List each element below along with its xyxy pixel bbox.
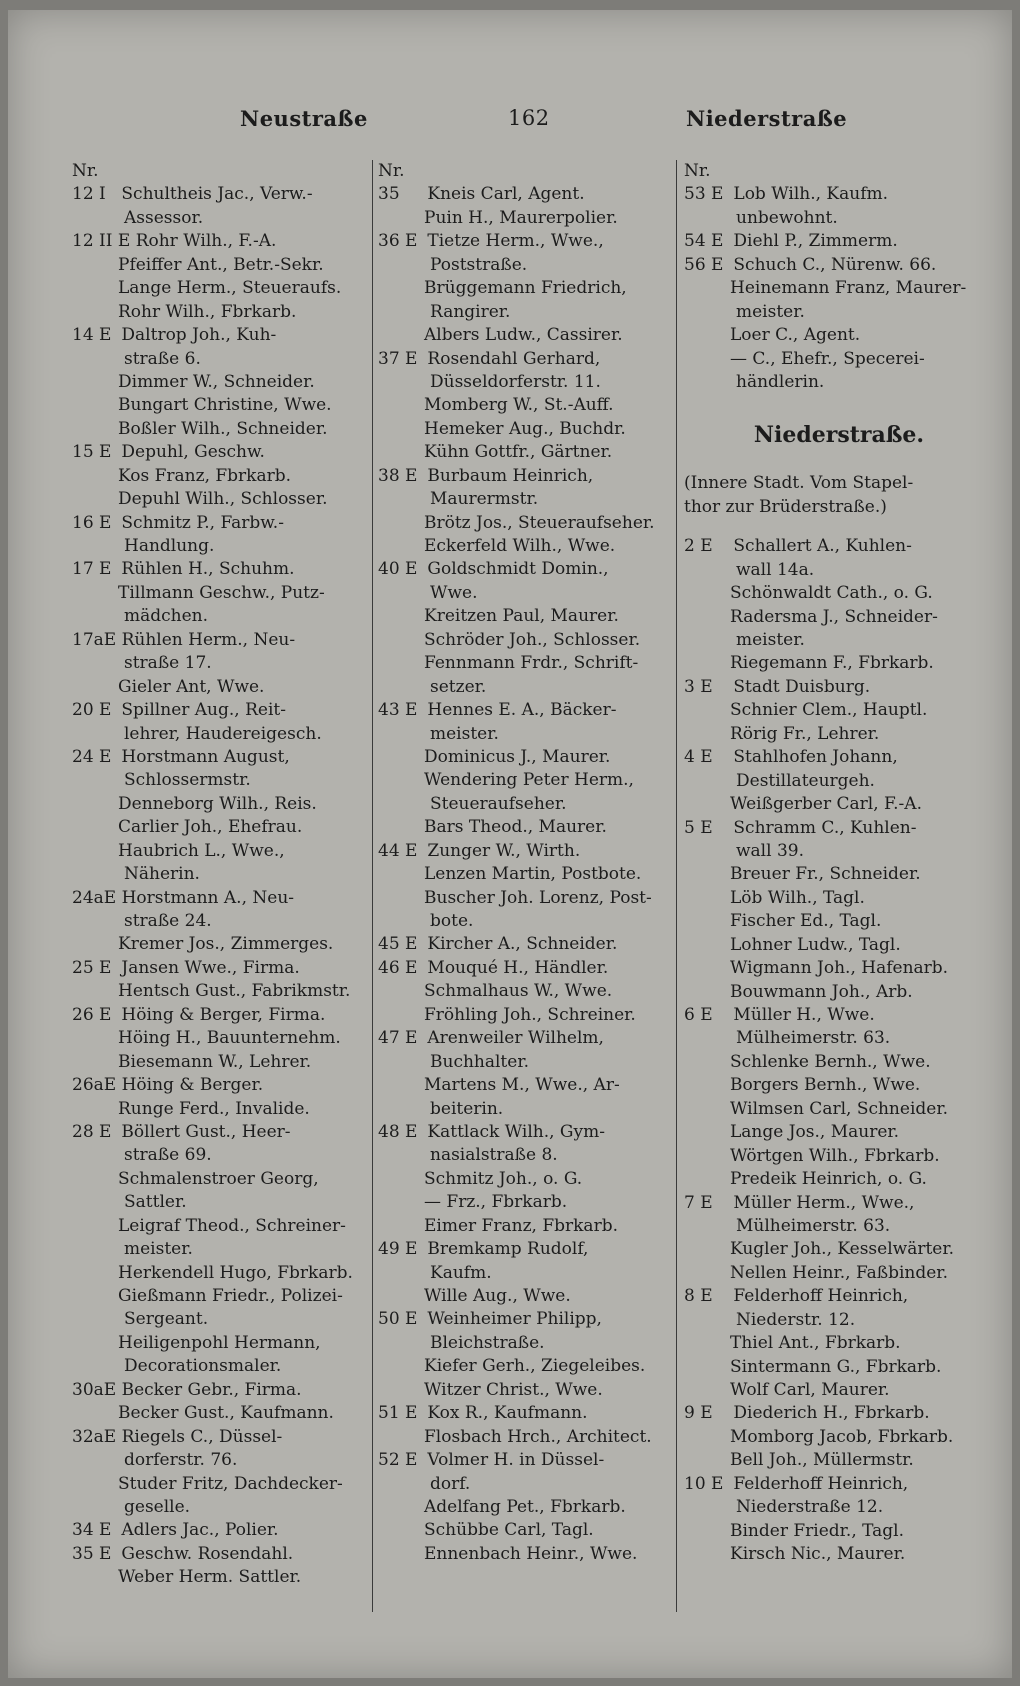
house-entry [72,558,372,581]
section-heading: Niederstraße. [753,422,925,449]
resident-text: Kattlack Wilh., Gym- [427,1121,605,1142]
resident-text: Stadt Duisburg. [733,676,871,697]
entry-continuation: meister. [736,630,805,650]
resident-text: Böllert Gust., Heer- [121,1121,291,1142]
house-number: 49 E [378,1239,418,1260]
resident-entry: Pfeiffer Ant., Betr.-Sekr. [118,254,324,275]
house-number: 8 E [684,1286,713,1307]
house-number: 56 E [684,254,724,275]
resident-text: Kox R., Kaufmann. [427,1403,588,1424]
house-number: 30aE [72,1379,117,1400]
house-number: 12 I [72,184,106,205]
house-number: 36 E [378,231,418,252]
resident-entry: Boßler Wilh., Schneider. [118,418,328,439]
resident-text: Schmitz P., Farbw.- [121,512,284,533]
resident-entry: Schönwaldt Cath., o. G. [730,583,933,604]
entry-continuation: Handlung. [124,536,215,556]
resident-entry: Albers Ludw., Cassirer. [424,325,623,346]
resident-entry: Schröder Joh., Schlosser. [424,629,641,650]
resident-text: Felderhoff Heinrich, [733,1286,909,1307]
house-number: 54 E [684,231,724,252]
house-number: 24aE [72,887,117,908]
house-number: 16 E [72,512,112,533]
resident-text: Diehl P., Zimmerm. [733,231,898,252]
house-number: 14 E [72,325,112,346]
resident-entry: Brüggemann Friedrich, [424,278,627,299]
resident-entry: Schmalenstroer Georg, [118,1168,319,1189]
resident-text: Felderhoff Heinrich, [733,1473,909,1494]
resident-entry: Momberg W., St.-Auff. [424,395,614,416]
resident-text: Höing & Berger, Firma. [121,1004,326,1025]
entry-continuation: Niederstraße 12. [736,1497,884,1518]
resident-entry: — Frz., Fbrkarb. [424,1192,568,1213]
running-head-left: Neustraße [240,106,368,131]
entry-continuation: straße 6. [124,348,201,369]
resident-entry: Brötz Jos., Steueraufseher. [424,512,655,533]
house-entry [684,1192,994,1215]
resident-entry: Wendering Peter Herm., [424,770,634,791]
resident-entry: Tillmann Geschw., Putz- [118,582,325,603]
resident-text: Zunger W., Wirth. [427,840,581,861]
house-number: 45 E [378,934,418,955]
resident-entry: Predeik Heinrich, o. G. [730,1169,927,1190]
resident-text: Spillner Aug., Reit- [121,700,286,721]
house-entry [378,183,678,206]
resident-text: Burbaum Heinrich, [427,465,594,486]
house-number: 3 E [684,676,713,697]
house-entry [72,1121,372,1144]
entry-continuation: Bleichstraße. [430,1332,545,1353]
resident-entry: Fröhling Joh., Schreiner. [424,1004,636,1025]
entry-continuation: Buchhalter. [430,1051,529,1072]
house-entry [378,348,678,371]
resident-text: Becker Gebr., Firma. [121,1379,302,1400]
entry-continuation: straße 24. [124,911,212,931]
resident-text: Riegels C., Düssel- [121,1426,283,1447]
resident-entry: Thiel Ant., Fbrkarb. [730,1333,901,1354]
resident-text: Geschw. Rosendahl. [121,1543,294,1564]
entry-continuation: Düsseldorferstr. 11. [430,371,601,392]
entry-continuation: Niederstr. 12. [736,1309,856,1330]
resident-text: Horstmann A., Neu- [121,887,295,908]
resident-text: Rühlen Herm., Neu- [121,629,296,650]
house-entry [72,957,372,980]
house-entry [684,1004,994,1027]
resident-entry: Kugler Joh., Kesselwärter. [730,1239,955,1260]
entry-continuation: lehrer, Haudereigesch. [124,723,322,744]
resident-entry: Sintermann G., Fbrkarb. [730,1356,942,1377]
resident-entry: Momborg Jacob, Fbrkarb. [730,1426,954,1447]
resident-entry: Denneborg Wilh., Reis. [118,793,317,814]
house-number: 26aE [72,1075,117,1096]
entry-continuation: Sergeant. [124,1309,209,1330]
column-divider [372,160,373,1612]
entry-continuation: Assessor. [124,207,204,228]
house-entry [684,1402,994,1425]
resident-entry: Carlier Joh., Ehefrau. [118,817,303,838]
entry-continuation: straße 69. [124,1145,212,1166]
entry-continuation: Rangirer. [430,301,511,322]
resident-entry: Fischer Ed., Tagl. [730,911,882,932]
entry-continuation: Mülheimerstr. 63. [736,1028,891,1049]
column-label: Nr. [378,161,405,181]
house-entry [378,957,678,980]
resident-text: Bremkamp Rudolf, [427,1239,589,1260]
resident-entry: Lange Jos., Maurer. [730,1122,900,1143]
entry-continuation: beiterin. [430,1098,504,1119]
entry-continuation: Maurermstr. [430,489,539,510]
column-1 [72,160,372,1590]
house-entry [378,840,678,863]
resident-entry: Lange Herm., Steueraufs. [118,278,342,299]
house-number: 52 E [378,1450,418,1471]
house-number: 35 E [72,1543,112,1564]
resident-entry: Witzer Christ., Wwe. [424,1379,603,1400]
resident-text: Müller Herm., Wwe., [733,1192,915,1213]
resident-entry: Schlenke Bernh., Wwe. [730,1051,931,1072]
entry-continuation: setzer. [430,676,487,697]
house-entry [72,1074,372,1097]
resident-text: Rosendahl Gerhard, [427,348,601,369]
house-number: 15 E [72,442,112,463]
resident-entry: Leigraf Theod., Schreiner- [118,1215,346,1236]
resident-text: Schuch C., Nürenw. 66. [733,254,937,275]
resident-entry: Weißgerber Carl, F.-A. [730,794,922,815]
resident-text: Goldschmidt Domin., [427,559,609,580]
resident-entry: Schübbe Carl, Tagl. [424,1520,594,1541]
house-number: 17 E [72,559,112,580]
house-entry [72,1426,372,1449]
house-entry [72,887,372,910]
resident-text: Weinheimer Philipp, [427,1309,602,1330]
resident-entry: Wörtgen Wilh., Fbrkarb. [730,1145,940,1166]
entry-continuation: unbewohnt. [736,207,838,228]
resident-entry: Kirsch Nic., Maurer. [730,1544,906,1565]
resident-entry: Becker Gust., Kaufmann. [118,1403,334,1424]
section-note: (Innere Stadt. Vom Stapel- [684,473,914,494]
house-entry [72,699,372,722]
house-number: 6 E [684,1005,713,1025]
resident-entry: Herkendell Hugo, Fbrkarb. [118,1262,353,1283]
resident-text: Adlers Jac., Polier. [121,1520,279,1541]
resident-entry: Schmalhaus W., Wwe. [424,981,613,1002]
resident-text: Diederich H., Fbrkarb. [733,1403,930,1424]
resident-entry: Ennenbach Heinr., Wwe. [424,1543,638,1564]
resident-entry: Lohner Ludw., Tagl. [730,934,901,955]
entry-continuation: mädchen. [124,606,209,627]
resident-entry: Löb Wilh., Tagl. [730,887,865,908]
resident-entry: Puin H., Maurerpolier. [424,207,618,228]
resident-entry: Loer C., Agent. [730,325,861,346]
resident-entry: Weber Herm. Sattler. [118,1567,302,1588]
house-entry [72,629,372,652]
house-entry [684,535,994,558]
resident-entry: Riegemann F., Fbrkarb. [730,653,934,674]
entry-continuation: straße 17. [124,653,212,674]
house-number: 2 E [684,536,713,557]
resident-text: Rühlen H., Schuhm. [121,559,295,580]
house-number: 26 E [72,1004,112,1025]
resident-entry: Schmitz Joh., o. G. [424,1168,583,1189]
resident-text: Höing & Berger. [121,1075,264,1096]
resident-entry: Biesemann W., Lehrer. [118,1051,312,1072]
entry-continuation: Schlossermstr. [124,770,251,791]
house-entry [72,1379,372,1402]
house-entry [378,558,678,581]
house-entry [684,254,994,277]
resident-entry: Martens M., Wwe., Ar- [424,1075,620,1096]
house-number: 32aE [72,1426,117,1447]
resident-entry: Runge Ferd., Invalide. [118,1098,310,1119]
house-number: 7 E [684,1192,713,1213]
resident-entry: Bars Theod., Maurer. [424,817,607,838]
resident-entry: Eckerfeld Wilh., Wwe. [424,536,616,556]
house-entry [72,746,372,769]
house-number: 48 E [378,1121,418,1142]
entry-continuation: meister. [430,723,499,744]
house-entry [72,1519,372,1542]
house-entry [72,1543,372,1566]
resident-entry: Radersma J., Schneider- [730,606,938,627]
entry-continuation: dorf. [430,1473,471,1494]
resident-entry: Binder Friedr., Tagl. [730,1520,905,1541]
resident-text: Daltrop Joh., Kuh- [121,325,277,346]
resident-entry: Fennmann Frdr., Schrift- [424,653,639,674]
resident-text: Tietze Herm., Wwe., [427,231,604,252]
entry-continuation: nasialstraße 8. [430,1145,558,1166]
house-number: 17aE [72,629,117,650]
resident-entry: Hemeker Aug., Buchdr. [424,418,626,439]
resident-entry: Dimmer W., Schneider. [118,371,315,392]
house-entry [378,465,678,488]
resident-entry: Heinemann Franz, Maurer- [730,278,967,299]
resident-entry: Wilmsen Carl, Schneider. [730,1098,948,1119]
entry-continuation: Steueraufseher. [430,793,567,814]
resident-entry: Wille Aug., Wwe. [424,1286,571,1306]
resident-text: Lob Wilh., Kaufm. [733,184,889,205]
entry-continuation: händlerin. [736,371,825,392]
house-number: 35 [378,184,400,205]
house-number: 28 E [72,1121,112,1142]
resident-entry: Flosbach Hrch., Architect. [424,1426,652,1447]
resident-entry: Adelfang Pet., Fbrkarb. [424,1496,626,1517]
resident-entry: Kühn Gottfr., Gärtner. [424,442,613,463]
resident-entry: Wolf Carl, Maurer. [730,1380,890,1400]
house-number: 25 E [72,957,112,978]
resident-entry: Kos Franz, Fbrkarb. [118,465,292,486]
house-number: 53 E [684,184,724,205]
resident-text: Depuhl, Geschw. [121,442,265,463]
entry-continuation: Sattler. [124,1192,187,1213]
house-entry [72,1004,372,1027]
resident-entry: Bouwmann Joh., Arb. [730,981,913,1002]
house-entry [72,183,372,206]
house-number: 12 II E [72,231,131,252]
house-entry [684,1285,994,1308]
house-entry [72,512,372,535]
house-number: 44 E [378,840,418,861]
house-entry [684,817,994,840]
house-entry [378,1402,678,1425]
resident-text: Volmer H. in Düssel- [427,1450,605,1471]
section-note: thor zur Brüderstraße.) [684,496,887,517]
house-number: 50 E [378,1309,418,1330]
house-number: 20 E [72,700,112,721]
resident-entry: Rohr Wilh., Fbrkarb. [118,301,297,322]
resident-entry: Depuhl Wilh., Schlosser. [118,489,328,510]
house-entry [684,183,994,206]
house-entry [684,676,994,699]
resident-entry: Gieler Ant, Wwe. [118,676,265,697]
resident-text: Jansen Wwe., Firma. [121,957,300,978]
house-entry [378,1121,678,1144]
resident-text: Schultheis Jac., Verw.- [121,184,313,205]
resident-entry: Kreitzen Paul, Maurer. [424,606,619,627]
resident-entry: — C., Ehefr., Specerei- [730,348,925,369]
resident-text: Kircher A., Schneider. [427,934,618,955]
column-label: Nr. [72,161,99,181]
column-3 [684,160,994,1567]
house-entry [378,1027,678,1050]
house-number: 40 E [378,559,418,580]
resident-entry: Bungart Christine, Wwe. [118,395,332,416]
entry-continuation: wall 39. [736,840,804,861]
entry-continuation: wall 14a. [736,559,815,580]
resident-entry: Borgers Bernh., Wwe. [730,1075,921,1096]
resident-text: Arenweiler Wilhelm, [427,1028,604,1049]
column-label: Nr. [684,161,711,181]
resident-entry: Dominicus J., Maurer. [424,746,611,767]
resident-text: Schallert A., Kuhlen- [733,536,912,557]
resident-entry: Höing H., Bauunternehm. [118,1028,341,1049]
resident-entry: Heiligenpohl Hermann, [118,1332,321,1353]
house-entry [378,1449,678,1472]
resident-entry: Kiefer Gerh., Ziegeleibes. [424,1356,646,1377]
entry-continuation: dorferstr. 76. [124,1450,238,1471]
house-entry [378,933,678,956]
resident-entry: Lenzen Martin, Postbote. [424,864,642,885]
running-head-right: Niederstraße [686,106,848,131]
column-2 [378,160,678,1566]
entry-continuation: Decorationsmaler. [124,1356,282,1377]
resident-text: Rohr Wilh., F.-A. [135,231,277,252]
house-entry [378,1238,678,1261]
resident-entry: Kremer Jos., Zimmerges. [118,934,334,955]
resident-text: Kneis Carl, Agent. [427,184,585,205]
house-number: 4 E [684,747,713,768]
resident-text: Schramm C., Kuhlen- [733,817,917,838]
resident-text: Horstmann August, [121,746,290,767]
resident-entry: Nellen Heinr., Faßbinder. [730,1262,948,1283]
resident-text: Stahlhofen Johann, [733,747,898,768]
resident-entry: Eimer Franz, Fbrkarb. [424,1215,618,1236]
resident-entry: Hentsch Gust., Fabrikmstr. [118,981,351,1002]
house-entry [684,230,994,253]
entry-continuation: Destillateurgeh. [736,770,875,791]
resident-entry: Wigmann Joh., Hafenarb. [730,958,949,979]
entry-continuation: geselle. [124,1496,191,1517]
house-number: 38 E [378,465,418,486]
house-number: 46 E [378,957,418,978]
entry-continuation: Näherin. [124,864,200,885]
house-number: 37 E [378,348,418,369]
house-number: 51 E [378,1403,418,1424]
resident-text: Müller H., Wwe. [733,1005,875,1025]
house-number: 10 E [684,1473,724,1494]
resident-entry: Gießmann Friedr., Polizei- [118,1286,343,1306]
house-entry [684,746,994,769]
house-number: 5 E [684,817,713,838]
resident-text: Hennes E. A., Bäcker- [427,700,617,721]
resident-entry: Studer Fritz, Dachdecker- [118,1473,343,1494]
house-number: 24 E [72,746,112,767]
entry-continuation: Kaufm. [430,1262,492,1283]
entry-continuation: Mülheimerstr. 63. [736,1215,891,1236]
entry-continuation: meister. [736,301,805,322]
house-number: 34 E [72,1520,112,1541]
entry-continuation: Poststraße. [430,254,528,275]
house-entry [72,230,372,253]
house-number: 9 E [684,1403,713,1424]
resident-entry: Bell Joh., Müllermstr. [730,1450,914,1471]
resident-entry: Schnier Clem., Hauptl. [730,700,928,721]
house-entry [378,1308,678,1331]
resident-entry: Buscher Joh. Lorenz, Post- [424,887,652,908]
house-entry [72,324,372,347]
entry-continuation: bote. [430,911,474,931]
house-entry [684,1473,994,1496]
entry-continuation: meister. [124,1239,193,1260]
house-entry [72,441,372,464]
house-entry [378,699,678,722]
entry-continuation: Wwe. [430,582,478,603]
house-number: 43 E [378,700,418,721]
house-number: 47 E [378,1028,418,1049]
resident-entry: Haubrich L., Wwe., [118,840,285,861]
resident-entry: Rörig Fr., Lehrer. [730,723,880,744]
house-entry [378,230,678,253]
resident-text: Mouqué H., Händler. [427,957,609,978]
resident-entry: Breuer Fr., Schneider. [730,864,921,885]
directory-page [8,10,1012,1678]
page-number: 162 [508,106,550,130]
